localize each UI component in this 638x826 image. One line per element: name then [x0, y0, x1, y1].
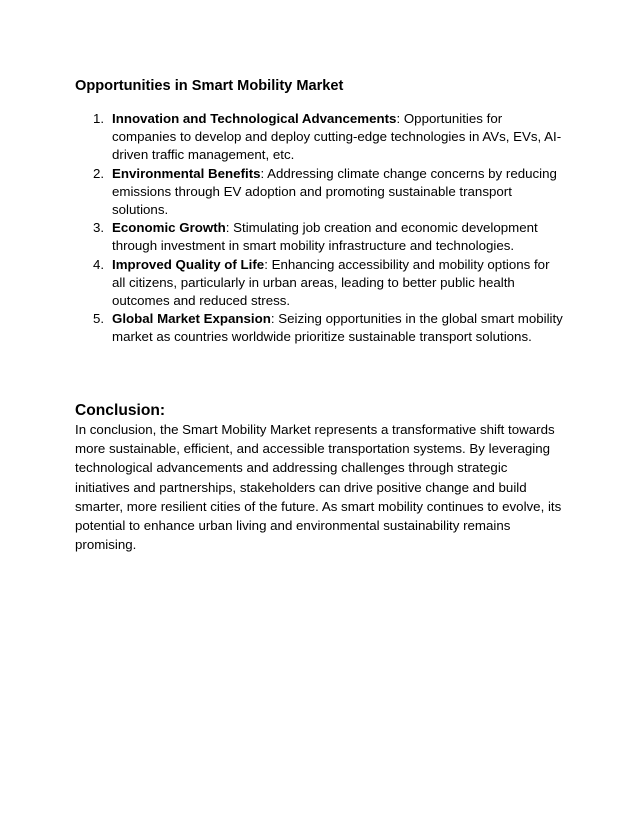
list-item — [75, 310, 565, 346]
list-item-text: : Stimulating job creation and economic development through investment in smart mobility infrastructure and technologies. — [112, 220, 538, 254]
list-item-title: Global Market Expansion — [112, 311, 271, 327]
list-item-title: Innovation and Technological Advancements — [112, 111, 397, 126]
list-item — [75, 219, 565, 255]
list-item-text: : Addressing climate change concerns by reducing emissions through EV adoption and promoting sustainable transport solutions. — [112, 165, 557, 218]
list-item-number: 3. — [93, 220, 105, 236]
list-item — [75, 110, 565, 165]
list-item-text: : Enhancing accessibility and mobility options for all citizens, particularly in urban areas, leading to better public health outcomes and reduced stress. — [112, 256, 550, 309]
opportunities-list — [75, 110, 565, 347]
list-item-text: : Seizing opportunities in the global smart mobility market as countries worldwide prioritize sustainable transport solutions. — [112, 311, 563, 345]
list-item — [75, 165, 565, 220]
list-item-number: 1. — [93, 111, 105, 126]
list-item-title: Environmental Benefits — [112, 165, 261, 181]
list-item-text: : Opportunities for companies to develop and deploy cutting-edge technologies in AVs, EVs, AI-driven traffic management, etc. — [112, 111, 562, 163]
opportunities-heading: Opportunities in Smart Mobility Market — [75, 78, 344, 94]
list-item-number: 5. — [93, 311, 105, 327]
list-item-title: Economic Growth — [112, 220, 226, 236]
conclusion-heading: Conclusion: — [75, 402, 166, 419]
list-item — [75, 256, 565, 311]
list-item-title: Improved Quality of Life — [112, 256, 265, 272]
list-item-number: 2. — [93, 165, 105, 181]
conclusion-paragraph: In conclusion, the Smart Mobility Market represents a transformative shift towards more sustainable, efficient, and accessible transportation systems. By leveraging technological advancements and addressing challenges through strategic initiatives and partnerships, stakeholders can drive positive change and build smarter, more resilient cities of the future. As smart mobility continues to evolve, its potential to enhance urban living and environmental sustainability remains promising. — [75, 422, 562, 553]
list-item-number: 4. — [93, 256, 105, 272]
